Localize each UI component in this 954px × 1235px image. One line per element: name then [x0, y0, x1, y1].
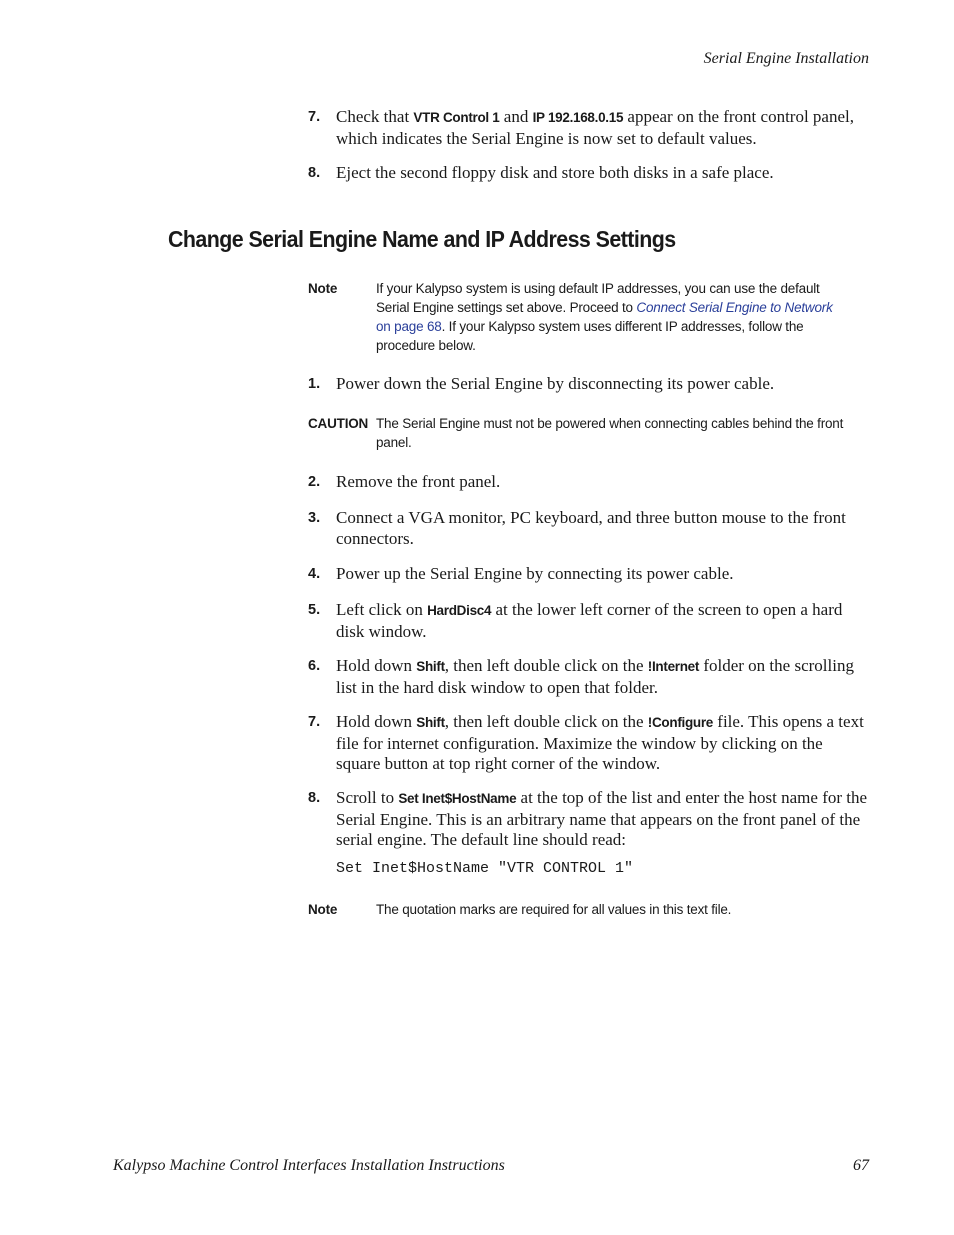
list-item	[308, 472, 868, 493]
code-line: Set Inet$HostName "VTR CONTROL 1"	[336, 860, 634, 877]
step-text: Left click on HardDisc4 at the lower left corner of the screen to open a hard disk window.	[336, 600, 843, 641]
ui-term: IP 192.168.0.15	[532, 110, 624, 125]
ui-term: HardDisc4	[427, 603, 492, 618]
note-callout	[308, 279, 848, 355]
footer-doc-title: Kalypso Machine Control Interfaces Installation Instructions	[113, 1157, 505, 1174]
step-number: 5.	[308, 602, 321, 618]
caution-label: CAUTION	[308, 416, 369, 431]
note-text: The quotation marks are required for all values in this text file.	[376, 902, 732, 917]
running-header: Serial Engine Installation	[703, 50, 869, 67]
step-number: 4.	[308, 566, 321, 582]
step-text: Check that VTR Control 1 and IP 192.168.0.15 appear on the front control panel, which indicates the Serial Engine is now set to default values.	[336, 107, 854, 148]
step-text: Connect a VGA monitor, PC keyboard, and three button mouse to the front connectors.	[336, 508, 846, 548]
list-item	[308, 508, 868, 549]
ui-term: Shift	[416, 659, 445, 674]
note-label: Note	[308, 281, 338, 296]
list-item	[308, 374, 868, 395]
ui-term: Shift	[416, 715, 445, 730]
ui-term: VTR Control 1	[413, 110, 500, 125]
step-number: 1.	[308, 376, 321, 392]
list-item	[308, 163, 868, 184]
step-text: Scroll to Set Inet$HostName at the top of the list and enter the host name for the Serial Engine. This is an arbitrary name that appears on the front panel of the serial engine. The default line should read:	[336, 788, 868, 849]
list-item	[308, 656, 868, 698]
section-heading: Change Serial Engine Name and IP Address Settings	[168, 226, 676, 252]
ui-term: Set Inet$HostName	[398, 791, 517, 806]
list-item	[308, 712, 868, 775]
step-number: 8.	[308, 165, 321, 181]
note-text: If your Kalypso system is using default IP addresses, you can use the default Serial Engine settings set above. Proceed to Connect Serial Engine to Network on page 68. If your Kalypso system uses different IP addresses, follow the procedure below.	[376, 281, 833, 353]
page-number: 67	[853, 1157, 869, 1174]
step-text: Eject the second floppy disk and store both disks in a safe place.	[336, 163, 774, 182]
list-item	[308, 107, 868, 149]
step-text: Power down the Serial Engine by disconnecting its power cable.	[336, 374, 775, 393]
ui-term: !Configure	[647, 715, 714, 730]
step-number: 8.	[308, 790, 321, 806]
step-number: 6.	[308, 658, 321, 674]
step-number: 7.	[308, 109, 321, 125]
note-label: Note	[308, 902, 338, 917]
step-text: Hold down Shift, then left double click on the !Internet folder on the scrolling list in the hard disk window to open that folder.	[336, 656, 854, 697]
list-item	[308, 600, 868, 642]
ui-term: !Internet	[647, 659, 700, 674]
cross-reference-link[interactable]: Connect Serial Engine to Network on page 68	[376, 300, 833, 334]
list-item	[308, 788, 868, 851]
list-item	[308, 564, 868, 585]
caution-text: The Serial Engine must not be powered when connecting cables behind the front panel.	[376, 416, 844, 450]
caution-callout	[308, 414, 848, 452]
step-text: Remove the front panel.	[336, 472, 501, 491]
step-number: 7.	[308, 714, 321, 730]
step-number: 3.	[308, 510, 321, 526]
note-callout	[308, 900, 848, 919]
step-text: Hold down Shift, then left double click on the !Configure file. This opens a text file for internet configuration. Maximize the window by clicking on the square button at top right corner of the window.	[336, 712, 864, 773]
step-text: Power up the Serial Engine by connecting its power cable.	[336, 564, 734, 583]
step-number: 2.	[308, 474, 321, 490]
